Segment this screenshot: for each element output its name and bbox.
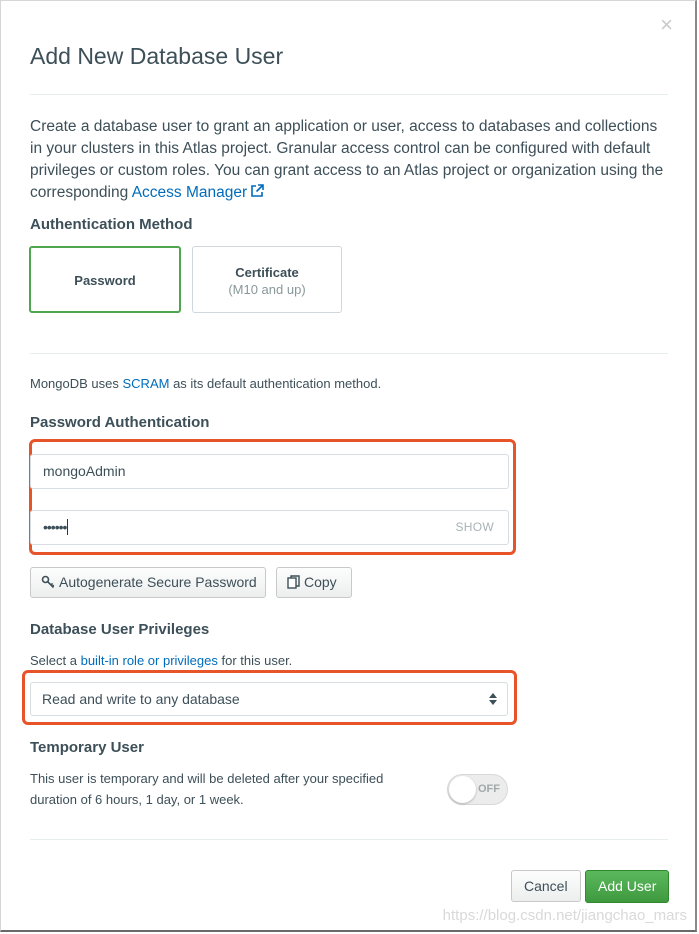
cancel-button[interactable]: Cancel	[511, 870, 581, 902]
text-caret	[67, 519, 68, 535]
auth-method-label: Authentication Method	[30, 216, 193, 233]
autogenerate-password-label: Autogenerate Secure Password	[59, 574, 257, 590]
privileges-note	[30, 653, 292, 668]
password-input[interactable]	[30, 510, 509, 545]
modal-title: Add New Database User	[30, 43, 284, 69]
role-select-value: Read and write to any database	[42, 691, 240, 707]
auth-option-certificate-label: Certificate	[235, 265, 299, 280]
privileges-label: Database User Privileges	[30, 621, 210, 638]
auth-divider	[30, 353, 668, 354]
watermark: https://blog.csdn.net/jiangchao_mars	[442, 907, 687, 924]
add-user-button[interactable]: Add User	[585, 870, 669, 903]
intro-body: Create a database user to grant an application or user, access to databases and collections in your clusters in this Atlas project. Granular access control can be configured with default privileges or custom roles. You can grant access to an Atlas project or organization using the corresponding	[30, 118, 664, 201]
intro-text	[30, 116, 670, 204]
show-password-button[interactable]: SHOW	[455, 520, 494, 534]
toggle-knob	[449, 776, 476, 803]
scram-link[interactable]: SCRAM	[122, 376, 170, 391]
password-value: ••••••	[43, 519, 67, 535]
auth-option-certificate-sublabel: (M10 and up)	[228, 282, 306, 297]
privileges-note-prefix: Select a	[30, 653, 81, 668]
scram-note-prefix: MongoDB uses	[30, 376, 123, 391]
autogenerate-password-button[interactable]	[30, 567, 266, 598]
key-icon	[41, 575, 55, 589]
toggle-label: OFF	[478, 783, 500, 795]
external-link-icon	[250, 184, 264, 198]
copy-password-button[interactable]	[276, 567, 352, 598]
close-icon[interactable]: ×	[660, 12, 673, 37]
title-divider	[30, 94, 668, 95]
access-manager-link[interactable]	[132, 184, 264, 201]
auth-option-password-label: Password	[74, 273, 136, 288]
auth-option-certificate[interactable]	[192, 246, 342, 313]
temporary-user-description: This user is temporary and will be deleted after your specified duration of 6 hours, 1 day, or 1 week.	[30, 771, 384, 807]
auth-option-password[interactable]	[29, 246, 181, 313]
access-manager-link-label: Access Manager	[131, 184, 248, 201]
select-arrows-icon	[489, 692, 497, 706]
role-select[interactable]	[30, 682, 508, 716]
username-input[interactable]	[30, 454, 509, 489]
built-in-role-link[interactable]: built-in role or privileges	[80, 653, 218, 668]
copy-icon	[287, 575, 300, 589]
password-auth-label: Password Authentication	[30, 414, 210, 431]
temporary-user-toggle[interactable]	[447, 774, 508, 805]
footer-divider	[30, 839, 668, 840]
privileges-note-suffix: for this user.	[217, 653, 293, 668]
temporary-user-label: Temporary User	[30, 739, 144, 756]
scram-note	[30, 376, 381, 391]
username-value: mongoAdmin	[43, 463, 126, 479]
copy-password-label: Copy	[304, 574, 337, 590]
scram-note-suffix: as its default authentication method.	[169, 376, 382, 391]
